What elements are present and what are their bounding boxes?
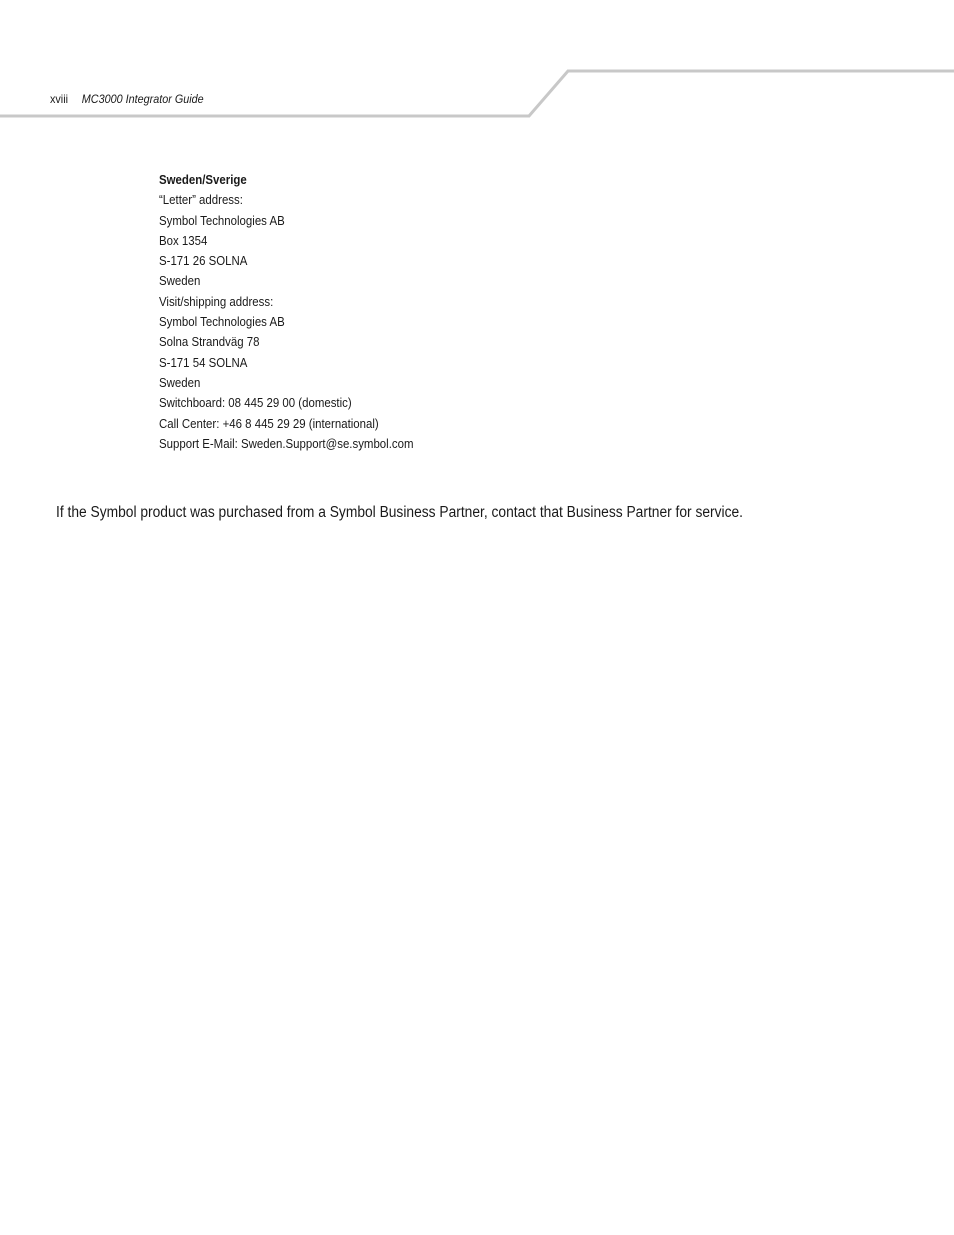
address-line: “Letter” address:: [159, 192, 243, 208]
business-partner-paragraph: If the Symbol product was purchased from a Symbol Business Partner, contact that Business Partner for service.: [56, 504, 744, 521]
switchboard-line: Switchboard: 08 445 29 00 (domestic): [159, 395, 352, 411]
sweden-contact-block: [159, 170, 529, 454]
call-center-line: Call Center: +46 8 445 29 29 (international): [159, 415, 379, 431]
guide-title: MC3000 Integrator Guide: [81, 92, 204, 106]
address-line: Symbol Technologies AB: [159, 314, 285, 330]
address-line: Solna Strandväg 78: [159, 334, 260, 350]
support-email-line: Support E-Mail: Sweden.Support@se.symbol.com: [159, 435, 414, 451]
address-line: Symbol Technologies AB: [159, 212, 285, 228]
address-line: Box 1354: [159, 232, 208, 248]
address-line: Sweden: [159, 273, 201, 289]
page-number: xviii: [50, 92, 68, 106]
address-line: Sweden: [159, 374, 201, 390]
address-line: S-171 54 SOLNA: [159, 354, 248, 370]
contact-heading: Sweden/Sverige: [159, 172, 247, 187]
address-line: S-171 26 SOLNA: [159, 253, 248, 269]
running-header: [50, 91, 204, 107]
address-line: Visit/shipping address:: [159, 293, 274, 309]
